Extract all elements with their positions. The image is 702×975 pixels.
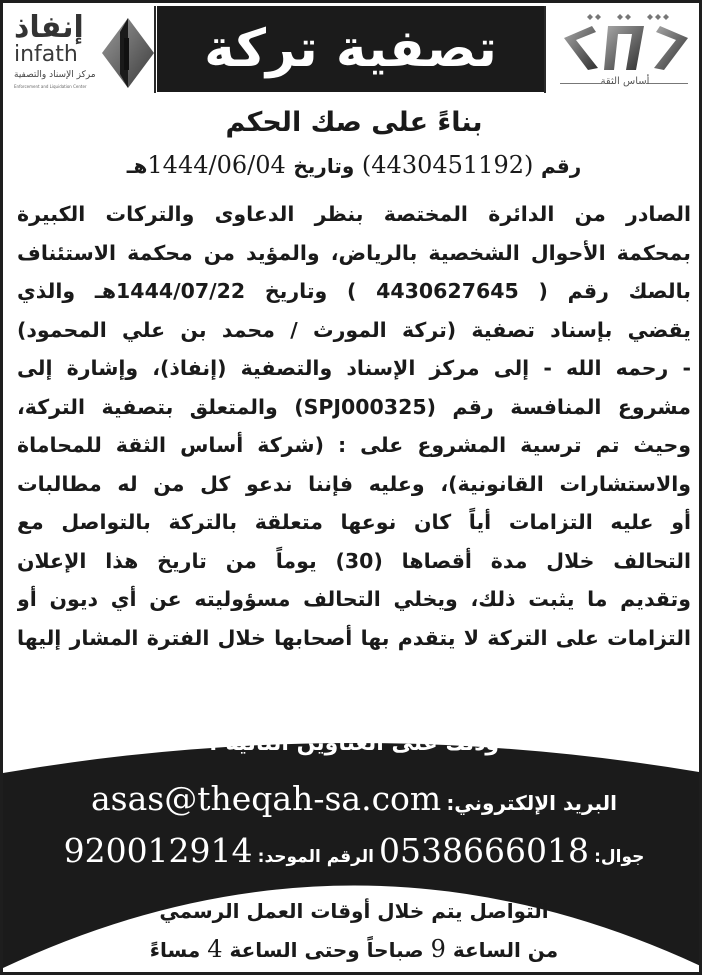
reference-number-label: رقم <box>541 154 582 178</box>
email-label: البريد الإلكتروني: <box>446 791 617 815</box>
subtitle: بناءً على صك الحكم <box>225 107 483 138</box>
infath-english-subtitle: Enforcement and Liquidation Center <box>14 84 87 89</box>
unified-number-label: الرقم الموحد: <box>257 847 374 867</box>
page-title: تصفية تركة <box>204 19 497 79</box>
asas-altheqah-logo <box>544 6 702 93</box>
body-line: التزامات على التركة لا يتقدم بها أصحابها خلال الفترة المشار إليها <box>17 625 691 650</box>
infath-arabic-name: إنفاذ <box>14 10 84 45</box>
body-line: وحيث تم ترسية المشروع على : (شركة أساس الثقة للمحاماة <box>17 433 691 457</box>
working-hours-range <box>3 935 702 963</box>
body-line: - رحمه الله - إلى مركز الإسناد والتصفية (إنفاذ)، وإشارة إلى <box>17 356 691 380</box>
unified-number[interactable]: 920012914 <box>63 831 253 870</box>
deed-reference <box>3 151 702 179</box>
hours-mid: صباحاً وحتى الساعة <box>229 938 424 962</box>
body-line: يقضي بإسناد تصفية (تركة المورث / محمد بن علي المحمود) <box>17 317 691 342</box>
body-line: مشروع المنافسة رقم (SPJ000325) والمتعلق بتصفية التركة، <box>17 394 691 419</box>
infath-arabic-subtitle: مركز الإسناد والتصفية <box>14 70 96 80</box>
hijri-suffix: هـ <box>126 154 148 178</box>
email-link[interactable]: asas@theqah-sa.com <box>91 779 442 818</box>
header <box>3 3 702 95</box>
infath-diamond-icon <box>100 14 156 92</box>
email-row <box>3 779 702 818</box>
infath-latin-name: infath <box>14 42 78 67</box>
phone-row <box>3 831 702 870</box>
body-line: بالصك رقم ( 4430627645 ) وتاريخ 1444/07/22هـ والذي <box>17 279 691 303</box>
body-line: والاستشارات القانونية)، وعليه فإننا ندعو كل من له مطالبات <box>17 471 691 496</box>
deed-number: (4430451192) <box>361 151 534 179</box>
body-line: وتقديم ما يثبت ذلك، ويخلي التحالف مسؤوليته عن أي ديون أو <box>17 587 691 611</box>
end-hour: 4 <box>207 935 223 963</box>
infath-logo <box>6 6 156 93</box>
body-line: الصادر من الدائرة المختصة بنظر الدعاوى والتركات الكبيرة <box>17 202 691 226</box>
title-banner <box>157 6 544 92</box>
body-line: أو عليه التزامات أياً كان نوعها متعلقة بالتركة بالتواصل مع <box>17 510 691 534</box>
mobile-label: جوال: <box>594 847 645 867</box>
mobile-number[interactable]: 0538666018 <box>379 831 590 870</box>
start-hour: 9 <box>430 935 446 963</box>
deed-date: 1444/06/04 <box>147 151 286 179</box>
body-line: التحالف خلال مدة أقصاها (30) يوماً من تاريخ هذا الإعلان <box>17 548 691 573</box>
working-hours-note: التواصل يتم خلال أوقات العمل الرسمي <box>159 899 549 923</box>
hours-prefix: من الساعة <box>452 938 559 962</box>
body-line: بمحكمة الأحوال الشخصية بالرياض، والمؤيد من محكمة الاستئناف <box>17 240 691 265</box>
hours-suffix: مساءً <box>149 938 201 962</box>
asas-logo-text: أساس الثقة <box>600 76 650 87</box>
announcement-body <box>17 195 691 657</box>
addresses-heading: وذلك على العناوين التالية : <box>208 731 500 756</box>
reference-date-label: وتاريخ <box>293 154 355 178</box>
asas-emblem-icon <box>558 10 694 76</box>
